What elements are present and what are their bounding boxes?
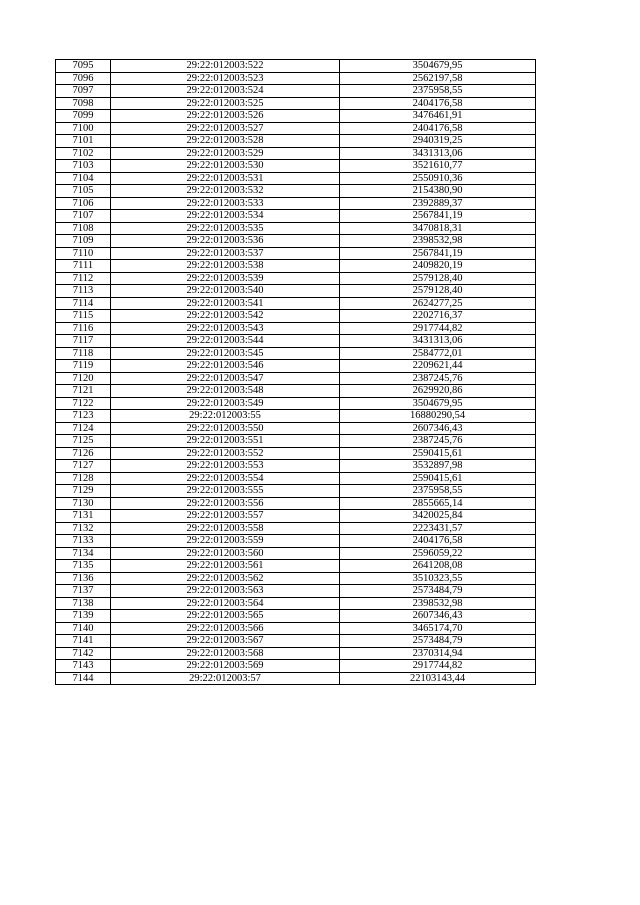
row-number-cell: 7138 <box>56 597 111 610</box>
row-number-cell: 7099 <box>56 110 111 123</box>
row-number-cell: 7133 <box>56 535 111 548</box>
cadastral-number-cell: 29:22:012003:546 <box>111 360 340 373</box>
cadastral-number-cell: 29:22:012003:561 <box>111 560 340 573</box>
row-number-cell: 7136 <box>56 572 111 585</box>
cadastral-value-cell: 2624277,25 <box>340 297 536 310</box>
table-row <box>56 660 536 673</box>
table-row <box>56 410 536 423</box>
row-number-cell: 7100 <box>56 122 111 135</box>
cadastral-number-cell: 29:22:012003:542 <box>111 310 340 323</box>
table-row <box>56 297 536 310</box>
cadastral-number-cell: 29:22:012003:552 <box>111 447 340 460</box>
table-row <box>56 547 536 560</box>
table-row <box>56 397 536 410</box>
cadastral-value-cell: 2596059,22 <box>340 547 536 560</box>
row-number-cell: 7104 <box>56 172 111 185</box>
table-row <box>56 197 536 210</box>
cadastral-number-cell: 29:22:012003:564 <box>111 597 340 610</box>
cadastral-number-cell: 29:22:012003:547 <box>111 372 340 385</box>
table-row <box>56 247 536 260</box>
table-row <box>56 610 536 623</box>
cadastral-number-cell: 29:22:012003:559 <box>111 535 340 548</box>
cadastral-value-cell: 2409820,19 <box>340 260 536 273</box>
row-number-cell: 7129 <box>56 485 111 498</box>
cadastral-value-cell: 2398532,98 <box>340 597 536 610</box>
cadastral-value-cell: 2641208,08 <box>340 560 536 573</box>
cadastral-number-cell: 29:22:012003:528 <box>111 135 340 148</box>
cadastral-number-cell: 29:22:012003:544 <box>111 335 340 348</box>
cadastral-number-cell: 29:22:012003:569 <box>111 660 340 673</box>
row-number-cell: 7112 <box>56 272 111 285</box>
cadastral-number-cell: 29:22:012003:526 <box>111 110 340 123</box>
row-number-cell: 7117 <box>56 335 111 348</box>
row-number-cell: 7096 <box>56 72 111 85</box>
table-row <box>56 472 536 485</box>
table-row <box>56 135 536 148</box>
cadastral-number-cell: 29:22:012003:527 <box>111 122 340 135</box>
row-number-cell: 7124 <box>56 422 111 435</box>
cadastral-value-cell: 2573484,79 <box>340 585 536 598</box>
cadastral-number-cell: 29:22:012003:536 <box>111 235 340 248</box>
cadastral-value-cell: 2579128,40 <box>340 272 536 285</box>
row-number-cell: 7106 <box>56 197 111 210</box>
table-row <box>56 460 536 473</box>
table-row <box>56 235 536 248</box>
cadastral-number-cell: 29:22:012003:535 <box>111 222 340 235</box>
row-number-cell: 7130 <box>56 497 111 510</box>
cadastral-value-cell: 2940319,25 <box>340 135 536 148</box>
cadastral-number-cell: 29:22:012003:537 <box>111 247 340 260</box>
table-row <box>56 497 536 510</box>
cadastral-number-cell: 29:22:012003:523 <box>111 72 340 85</box>
cadastral-value-cell: 3504679,95 <box>340 397 536 410</box>
document-page <box>55 59 535 685</box>
cadastral-value-cell: 2223431,57 <box>340 522 536 535</box>
cadastral-number-cell: 29:22:012003:563 <box>111 585 340 598</box>
table-row <box>56 285 536 298</box>
table-row <box>56 97 536 110</box>
cadastral-number-cell: 29:22:012003:534 <box>111 210 340 223</box>
cadastral-value-cell: 3465174,70 <box>340 622 536 635</box>
cadastral-number-cell: 29:22:012003:538 <box>111 260 340 273</box>
cadastral-value-cell: 2590415,61 <box>340 447 536 460</box>
table-row <box>56 310 536 323</box>
cadastral-number-cell: 29:22:012003:551 <box>111 435 340 448</box>
cadastral-value-cell: 3431313,06 <box>340 335 536 348</box>
cadastral-value-cell: 2567841,19 <box>340 247 536 260</box>
table-row <box>56 372 536 385</box>
table-row <box>56 172 536 185</box>
table-row <box>56 122 536 135</box>
cadastral-number-cell: 29:22:012003:558 <box>111 522 340 535</box>
table-row <box>56 260 536 273</box>
cadastral-number-cell: 29:22:012003:556 <box>111 497 340 510</box>
row-number-cell: 7128 <box>56 472 111 485</box>
table-row <box>56 185 536 198</box>
cadastral-number-cell: 29:22:012003:57 <box>111 672 340 685</box>
cadastral-value-table <box>55 59 536 685</box>
table-row <box>56 522 536 535</box>
cadastral-number-cell: 29:22:012003:549 <box>111 397 340 410</box>
table-row <box>56 335 536 348</box>
table-body <box>56 60 536 685</box>
cadastral-number-cell: 29:22:012003:531 <box>111 172 340 185</box>
cadastral-value-cell: 2550910,36 <box>340 172 536 185</box>
table-row <box>56 447 536 460</box>
row-number-cell: 7110 <box>56 247 111 260</box>
cadastral-number-cell: 29:22:012003:557 <box>111 510 340 523</box>
table-row <box>56 572 536 585</box>
row-number-cell: 7098 <box>56 97 111 110</box>
table-row <box>56 622 536 635</box>
cadastral-number-cell: 29:22:012003:543 <box>111 322 340 335</box>
cadastral-number-cell: 29:22:012003:548 <box>111 385 340 398</box>
cadastral-value-cell: 3521610,77 <box>340 160 536 173</box>
cadastral-value-cell: 2392889,37 <box>340 197 536 210</box>
cadastral-number-cell: 29:22:012003:565 <box>111 610 340 623</box>
row-number-cell: 7116 <box>56 322 111 335</box>
table-row <box>56 72 536 85</box>
cadastral-value-cell: 2917744,82 <box>340 322 536 335</box>
cadastral-number-cell: 29:22:012003:522 <box>111 60 340 73</box>
cadastral-number-cell: 29:22:012003:541 <box>111 297 340 310</box>
row-number-cell: 7114 <box>56 297 111 310</box>
cadastral-value-cell: 2607346,43 <box>340 422 536 435</box>
table-row <box>56 160 536 173</box>
cadastral-number-cell: 29:22:012003:568 <box>111 647 340 660</box>
row-number-cell: 7143 <box>56 660 111 673</box>
cadastral-value-cell: 2855665,14 <box>340 497 536 510</box>
cadastral-number-cell: 29:22:012003:553 <box>111 460 340 473</box>
table-row <box>56 672 536 685</box>
row-number-cell: 7115 <box>56 310 111 323</box>
cadastral-value-cell: 2375958,55 <box>340 85 536 98</box>
row-number-cell: 7101 <box>56 135 111 148</box>
cadastral-value-cell: 3504679,95 <box>340 60 536 73</box>
cadastral-number-cell: 29:22:012003:530 <box>111 160 340 173</box>
cadastral-value-cell: 16880290,54 <box>340 410 536 423</box>
table-row <box>56 322 536 335</box>
cadastral-value-cell: 2370314,94 <box>340 647 536 660</box>
row-number-cell: 7123 <box>56 410 111 423</box>
cadastral-number-cell: 29:22:012003:524 <box>111 85 340 98</box>
row-number-cell: 7119 <box>56 360 111 373</box>
cadastral-value-cell: 2398532,98 <box>340 235 536 248</box>
row-number-cell: 7141 <box>56 635 111 648</box>
row-number-cell: 7103 <box>56 160 111 173</box>
table-row <box>56 485 536 498</box>
row-number-cell: 7108 <box>56 222 111 235</box>
cadastral-value-cell: 2387245,76 <box>340 435 536 448</box>
cadastral-value-cell: 2387245,76 <box>340 372 536 385</box>
cadastral-value-cell: 2404176,58 <box>340 97 536 110</box>
cadastral-number-cell: 29:22:012003:55 <box>111 410 340 423</box>
cadastral-value-cell: 2629920,86 <box>340 385 536 398</box>
row-number-cell: 7132 <box>56 522 111 535</box>
table-row <box>56 635 536 648</box>
cadastral-value-cell: 2404176,58 <box>340 122 536 135</box>
cadastral-value-cell: 2917744,82 <box>340 660 536 673</box>
row-number-cell: 7127 <box>56 460 111 473</box>
row-number-cell: 7107 <box>56 210 111 223</box>
cadastral-value-cell: 2573484,79 <box>340 635 536 648</box>
cadastral-number-cell: 29:22:012003:525 <box>111 97 340 110</box>
table-row <box>56 360 536 373</box>
cadastral-value-cell: 3476461,91 <box>340 110 536 123</box>
table-row <box>56 347 536 360</box>
cadastral-number-cell: 29:22:012003:533 <box>111 197 340 210</box>
row-number-cell: 7142 <box>56 647 111 660</box>
cadastral-value-cell: 3510323,55 <box>340 572 536 585</box>
table-row <box>56 60 536 73</box>
row-number-cell: 7139 <box>56 610 111 623</box>
cadastral-value-cell: 2607346,43 <box>340 610 536 623</box>
row-number-cell: 7126 <box>56 447 111 460</box>
cadastral-value-cell: 3532897,98 <box>340 460 536 473</box>
cadastral-value-cell: 22103143,44 <box>340 672 536 685</box>
table-row <box>56 210 536 223</box>
cadastral-value-cell: 2579128,40 <box>340 285 536 298</box>
cadastral-value-cell: 2567841,19 <box>340 210 536 223</box>
table-row <box>56 597 536 610</box>
row-number-cell: 7122 <box>56 397 111 410</box>
row-number-cell: 7131 <box>56 510 111 523</box>
row-number-cell: 7144 <box>56 672 111 685</box>
table-row <box>56 110 536 123</box>
row-number-cell: 7111 <box>56 260 111 273</box>
cadastral-number-cell: 29:22:012003:560 <box>111 547 340 560</box>
table-row <box>56 585 536 598</box>
row-number-cell: 7118 <box>56 347 111 360</box>
cadastral-value-cell: 2154380,90 <box>340 185 536 198</box>
row-number-cell: 7097 <box>56 85 111 98</box>
table-row <box>56 385 536 398</box>
cadastral-value-cell: 3420025,84 <box>340 510 536 523</box>
row-number-cell: 7140 <box>56 622 111 635</box>
row-number-cell: 7121 <box>56 385 111 398</box>
cadastral-number-cell: 29:22:012003:554 <box>111 472 340 485</box>
cadastral-value-cell: 3431313,06 <box>340 147 536 160</box>
cadastral-value-cell: 3470818,31 <box>340 222 536 235</box>
table-row <box>56 560 536 573</box>
cadastral-value-cell: 2584772,01 <box>340 347 536 360</box>
table-row <box>56 535 536 548</box>
cadastral-value-cell: 2209621,44 <box>340 360 536 373</box>
cadastral-value-cell: 2404176,58 <box>340 535 536 548</box>
cadastral-number-cell: 29:22:012003:540 <box>111 285 340 298</box>
cadastral-value-cell: 2590415,61 <box>340 472 536 485</box>
row-number-cell: 7135 <box>56 560 111 573</box>
row-number-cell: 7134 <box>56 547 111 560</box>
table-row <box>56 422 536 435</box>
table-row <box>56 647 536 660</box>
cadastral-number-cell: 29:22:012003:545 <box>111 347 340 360</box>
row-number-cell: 7120 <box>56 372 111 385</box>
cadastral-number-cell: 29:22:012003:532 <box>111 185 340 198</box>
row-number-cell: 7095 <box>56 60 111 73</box>
table-row <box>56 272 536 285</box>
table-row <box>56 222 536 235</box>
cadastral-number-cell: 29:22:012003:529 <box>111 147 340 160</box>
cadastral-number-cell: 29:22:012003:562 <box>111 572 340 585</box>
row-number-cell: 7125 <box>56 435 111 448</box>
row-number-cell: 7105 <box>56 185 111 198</box>
cadastral-number-cell: 29:22:012003:566 <box>111 622 340 635</box>
cadastral-value-cell: 2562197,58 <box>340 72 536 85</box>
cadastral-number-cell: 29:22:012003:567 <box>111 635 340 648</box>
row-number-cell: 7137 <box>56 585 111 598</box>
table-row <box>56 85 536 98</box>
table-row <box>56 510 536 523</box>
row-number-cell: 7102 <box>56 147 111 160</box>
cadastral-number-cell: 29:22:012003:539 <box>111 272 340 285</box>
cadastral-value-cell: 2375958,55 <box>340 485 536 498</box>
cadastral-value-cell: 2202716,37 <box>340 310 536 323</box>
table-row <box>56 435 536 448</box>
cadastral-number-cell: 29:22:012003:555 <box>111 485 340 498</box>
cadastral-number-cell: 29:22:012003:550 <box>111 422 340 435</box>
row-number-cell: 7109 <box>56 235 111 248</box>
row-number-cell: 7113 <box>56 285 111 298</box>
table-row <box>56 147 536 160</box>
